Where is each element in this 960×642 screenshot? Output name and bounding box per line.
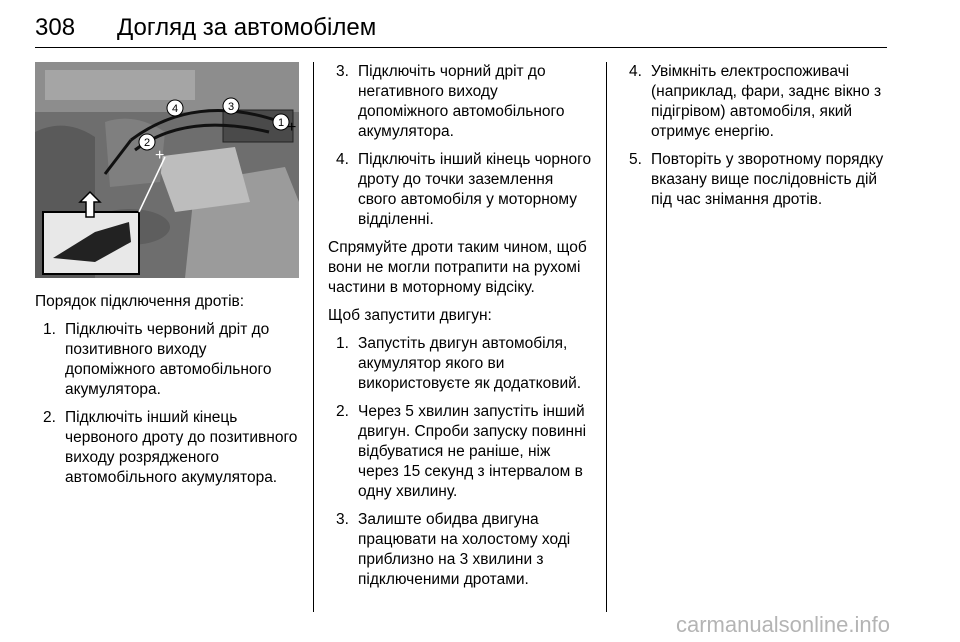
step-number: 3. [336, 63, 349, 80]
step-number: 4. [336, 151, 349, 168]
list-item [35, 320, 299, 400]
column-2 [328, 62, 592, 598]
list-item [35, 408, 299, 488]
list-item [328, 62, 592, 142]
step-number: 2. [43, 409, 56, 426]
step-text: Через 5 хвилин запустіть інший двигун. Спроби запуску повинні відбуватися не раніше, ніж через 15 секунд з інтервалом в одну хвилину. [358, 403, 587, 500]
step-number: 3. [336, 511, 349, 528]
page-number: 308 [35, 14, 76, 41]
step-text: Залиште обидва двигуна працювати на холостому ході приблизно на 3 хвилини з підключеними дротами. [358, 511, 571, 588]
step-number: 1. [336, 335, 349, 352]
connection-order-intro: Порядок підключення дротів: [35, 293, 245, 310]
routing-note: Спрямуйте дроти таким чином, щоб вони не могли потрапити на рухомі частини в моторному відсіку. [328, 239, 587, 296]
step-text: Запустіть двигун автомобіля, акумулятор якого ви використовуєте як додатковий. [358, 335, 582, 392]
start-engine-steps-continued [621, 62, 889, 210]
step-number: 4. [629, 63, 642, 80]
callout-1: 1 [277, 117, 285, 129]
step-text: Підключіть червоний дріт до позитивного виходу допоміжного автомобільного акумулятора. [65, 321, 272, 398]
list-item [621, 62, 889, 142]
step-text: Увімкніть електроспоживачі (наприклад, фари, заднє вікно з підігрівом) автомобіля, який отримує енергію. [651, 63, 882, 140]
list-item [328, 402, 592, 502]
list-item [328, 150, 592, 230]
column-3 [621, 62, 889, 218]
step-number: 5. [629, 151, 642, 168]
page-title: Догляд за автомобілем [117, 14, 377, 41]
header-rule [35, 47, 887, 48]
column-1 [35, 62, 299, 496]
step-text: Підключіть чорний дріт до негативного виходу допоміжного автомобільного акумулятора. [358, 63, 565, 140]
step-number: 2. [336, 403, 349, 420]
list-item [621, 150, 889, 210]
start-engine-heading: Щоб запустити двигун: [328, 307, 492, 324]
callout-3: 3 [227, 101, 235, 113]
connection-steps-continued [328, 62, 592, 230]
list-item [328, 334, 592, 394]
engine-bay-jump-start-illustration [35, 62, 299, 278]
terminal-plus-label: + [155, 147, 165, 164]
step-number: 1. [43, 321, 56, 338]
site-watermark: carmanualsonline.info [675, 612, 890, 637]
connection-steps-list [35, 320, 299, 488]
step-text: Підключіть інший кінець червоного дроту до позитивного виходу розрядженого автомобільного акумулятора. [65, 409, 298, 486]
callout-2: 2 [143, 137, 151, 149]
list-item [328, 510, 592, 590]
step-text: Повторіть у зворотному порядку вказану вище послідовність дій під час знімання дротів. [651, 151, 884, 208]
column-divider-1 [313, 62, 314, 612]
page-header [35, 12, 887, 52]
column-divider-2 [606, 62, 607, 612]
step-text: Підключіть інший кінець чорного дроту до точки заземлення свого автомобіля у моторному відділенні. [358, 151, 592, 228]
start-engine-steps-list [328, 334, 592, 590]
callout-4: 4 [171, 103, 179, 115]
battery-plus-label: + [287, 119, 297, 136]
